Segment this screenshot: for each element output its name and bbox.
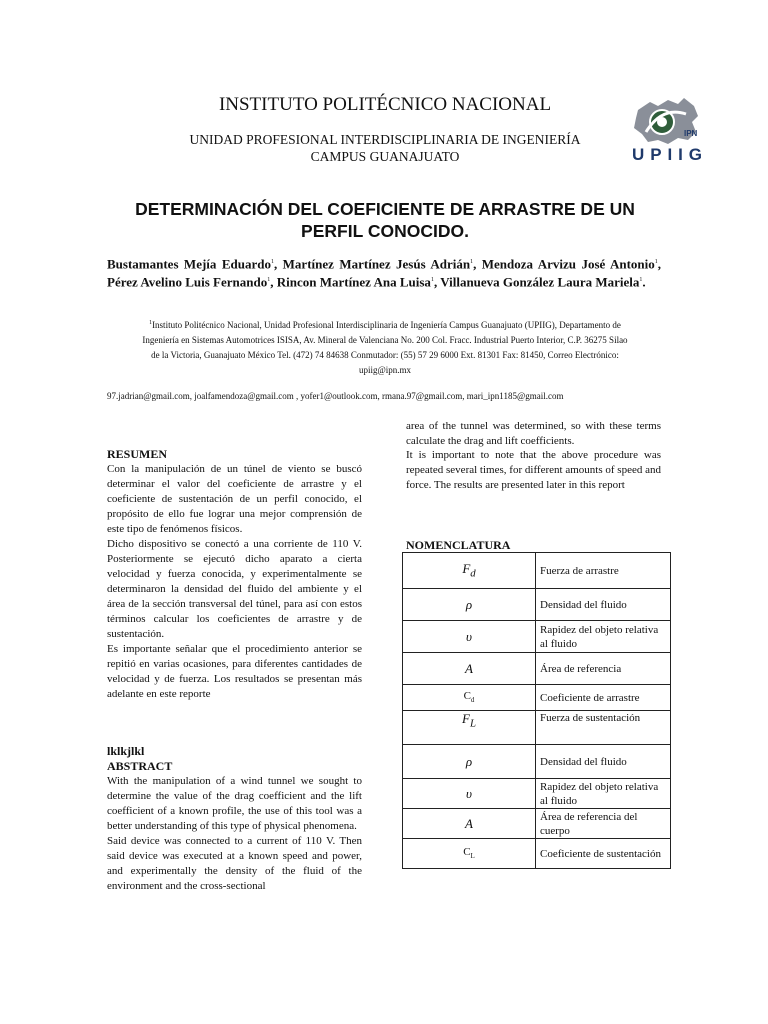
- description-cell: Rapidez del objeto relativa al fluido: [536, 779, 671, 809]
- description-cell: Fuerza de sustentación: [536, 711, 671, 745]
- affiliation-line-1: Instituto Politécnico Nacional, Unidad Profesional Interdisciplinaria de Ingeniería Campus Guanajuato (UPIIG), Departamento de: [152, 320, 621, 330]
- upiig-logo: [628, 92, 706, 164]
- abstract-heading: ABSTRACT: [107, 759, 173, 773]
- affiliation-mark: 1: [430, 277, 434, 284]
- author-name: Bustamantes Mejía Eduardo: [107, 256, 271, 272]
- stray-text: lklkjlkl: [107, 744, 145, 758]
- symbol-cell: ρ: [403, 589, 536, 621]
- symbol-cell: $F_d$: [403, 553, 536, 589]
- description-cell: Coeficiente de sustentación: [536, 839, 671, 869]
- author-name: Villanueva González Laura Mariela: [440, 274, 640, 290]
- symbol-cell: A: [403, 809, 536, 839]
- affiliation-mark: 1: [639, 277, 643, 284]
- affiliation: [105, 316, 665, 378]
- affiliation-mark: 1: [470, 259, 474, 265]
- resumen-section: [107, 447, 362, 702]
- abstract-paragraph: Said device was connected to a current of 110 V. Then said device was executed at a known speed and power, and experimentally the density of the fluid of the environment and the cross-sectional: [107, 835, 362, 892]
- affiliation-mark: 1: [270, 259, 274, 265]
- table-row: [403, 839, 671, 869]
- author-emails: 97.jadrian@gmail.com, joalfamendoza@gmail.com , yofer1@outlook.com, rmana.97@gmail.com, mari_ipn1185@gmail.com: [107, 391, 564, 401]
- abstract-paragraph: area of the tunnel was determined, so with these terms calculate the drag and lift coefficients.: [406, 420, 661, 447]
- affiliation-line-4: upiig@ipn.mx: [358, 365, 412, 375]
- abstract-continued: [406, 419, 661, 493]
- paper-title-line-2: PERFIL CONOCIDO.: [301, 221, 469, 241]
- paper-title-line-1: DETERMINACIÓN DEL COEFICIENTE DE ARRASTRE DE UN: [135, 199, 635, 219]
- institute-title: INSTITUTO POLITÉCNICO NACIONAL: [218, 94, 552, 115]
- paper-title: [100, 198, 670, 242]
- unit-name: [170, 131, 600, 165]
- description-cell: Rapidez del objeto relativa al fluido: [536, 621, 671, 653]
- description-cell: Densidad del fluido: [536, 589, 671, 621]
- table-row: [403, 809, 671, 839]
- resumen-paragraph: Es importante señalar que el procedimiento anterior se repitió en varias ocasiones, para diferentes cantidades de velocidad y de fuerza. Los resultados se presentan más adelante en este reporte: [107, 643, 362, 700]
- affiliation-mark: 1: [149, 320, 153, 326]
- table-row: [403, 745, 671, 779]
- symbol-cell: A: [403, 653, 536, 685]
- author-list: Bustamantes Mejía Eduardo$^1$, Martínez Martínez Jesús Adrián$^1$, Mendoza Arvizu José Antonio$^1$, Pérez Avelino Luis Fernando$^1$, Rincon Martínez Ana Luisa$^1$, Villanueva González Laura Mariela$^1$.: [107, 256, 662, 290]
- symbol-cell: υ: [403, 621, 536, 653]
- table-row: [403, 685, 671, 711]
- unit-line-2: CAMPUS GUANAJUATO: [310, 149, 460, 164]
- author-name: Pérez Avelino Luis Fernando: [107, 274, 268, 290]
- abstract-paragraph: With the manipulation of a wind tunnel we sought to determine the value of the drag coefficient and the lift coefficient of a known profile, the use of this tool was a better understanding of this type of physical phenomena.: [107, 775, 362, 832]
- abstract-paragraph: It is important to note that the above procedure was repeated several times, for different amounts of speed and force. The results are presented later in this report: [406, 449, 661, 491]
- affiliation-mark: 1: [267, 277, 271, 284]
- symbol-cell: $C_L$: [403, 839, 536, 869]
- symbol-cell: υ: [403, 779, 536, 809]
- description-cell: Área de referencia del cuerpo: [536, 809, 671, 839]
- nomenclature-table: [402, 552, 671, 869]
- table-row: [403, 779, 671, 809]
- description-cell: Coeficiente de arrastre: [536, 685, 671, 711]
- table-row: [403, 553, 671, 589]
- author-name: Mendoza Arvizu José Antonio: [481, 256, 655, 272]
- description-cell: Área de referencia: [536, 653, 671, 685]
- resumen-paragraph: Con la manipulación de un túnel de viento se buscó determinar el valor del coeficiente de arrastre y el coeficiente de sustentación de un perfil conocido, el propósito de ello fue lograr una mejor comprensión de este tipo de fenómenos físicos.: [107, 463, 362, 535]
- logo-upiig-text: UPIIG: [632, 145, 702, 164]
- affiliation-mark: 1: [654, 259, 658, 265]
- description-cell: Fuerza de arrastre: [536, 553, 671, 589]
- symbol-cell: $C_d$: [403, 685, 536, 711]
- resumen-paragraph: Dicho dispositivo se conectó a una corriente de 110 V. Posteriormente se ejecutó dicho aparato a cierta velocidad y fuerza conocida, y experimentalmente se determinaron la densidad del fluido del ambiente y el área de la sección transversal del túnel, para así con estos términos calcular los coeficientes de arrastre y de sustentación.: [107, 538, 362, 640]
- author-name: Rincon Martínez Ana Luisa: [276, 274, 431, 290]
- description-cell: Densidad del fluido: [536, 745, 671, 779]
- table-row: [403, 621, 671, 653]
- symbol-cell: $F_L$: [403, 711, 536, 745]
- table-row: [403, 589, 671, 621]
- logo-ipn-text: IPN: [684, 129, 698, 138]
- author-name: Martínez Martínez Jesús Adrián: [282, 256, 471, 272]
- resumen-heading: RESUMEN: [107, 447, 168, 461]
- nomenclature-heading: NOMENCLATURA: [406, 538, 511, 552]
- abstract-section: [107, 744, 362, 894]
- affiliation-line-3: de la Victoria, Guanajuato México Tel. (472) 74 84638 Conmutador: (55) 57 29 6000 Ext. 81301 Fax: 81450, Correo Electrónico:: [151, 350, 619, 360]
- unit-line-1: UNIDAD PROFESIONAL INTERDISCIPLINARIA DE INGENIERÍA: [189, 132, 581, 147]
- table-row: [403, 711, 671, 745]
- symbol-cell: ρ: [403, 745, 536, 779]
- affiliation-line-2: Ingeniería en Sistemas Automotrices ISISA, Av. Mineral de Valenciana No. 200 Col. Fracc. Industrial Puerto Interior, C.P. 36275 Silao: [142, 335, 628, 345]
- table-row: [403, 653, 671, 685]
